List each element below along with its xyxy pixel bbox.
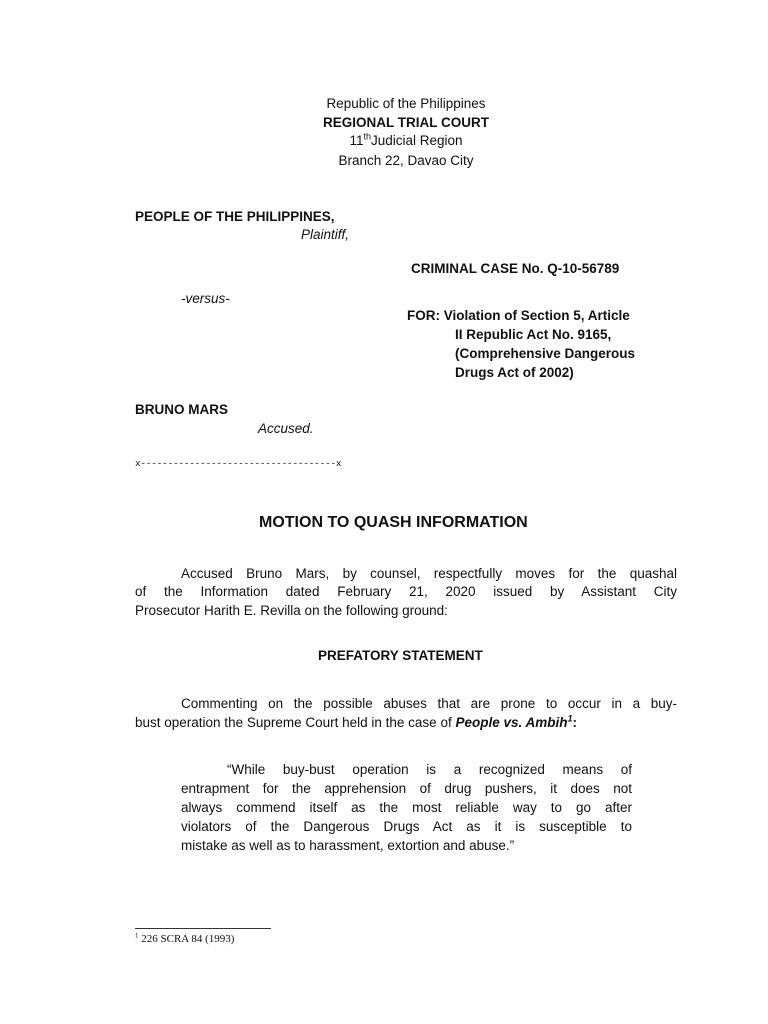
header-region: [0, 133, 768, 148]
document-title: MOTION TO QUASH INFORMATION: [259, 514, 528, 531]
intro-line-1: Accused Bruno Mars, by counsel, respectfully moves for the quashal: [181, 566, 677, 581]
footnote-rule: [135, 928, 271, 929]
charge-line-2: II Republic Act No. 9165,: [455, 327, 612, 342]
footnote-text: 226 SCRA 84 (1993): [138, 933, 235, 945]
footnote: [135, 933, 234, 945]
quote-line-3: always commend itself as the most reliable way to go after: [181, 800, 632, 815]
accused-name: BRUNO MARS: [135, 402, 228, 417]
header-court: REGIONAL TRIAL COURT: [322, 115, 489, 130]
quote-line-1: “While buy-bust operation is a recognized means of: [227, 762, 632, 777]
charge-line-1: FOR: Violation of Section 5, Article: [407, 308, 630, 323]
quote-line-4: violators of the Dangerous Drugs Act as it is susceptible to: [181, 819, 632, 834]
case-citation: People vs. Ambih: [455, 715, 568, 730]
versus-label: -versus-: [181, 291, 230, 306]
prefatory-colon: :: [572, 715, 577, 730]
footnote-reference: 1: [567, 713, 573, 724]
header-region-ordinal: th: [363, 131, 371, 142]
caption-separator: x------------------------------------x: [135, 458, 342, 469]
section-heading: PREFATORY STATEMENT: [318, 648, 483, 663]
quote-line-2: entrapment for the apprehension of drug pushers, it does not: [181, 781, 632, 796]
intro-line-3: Prosecutor Harith E. Revilla on the following ground:: [135, 603, 448, 618]
prefatory-line-1: Commenting on the possible abuses that are prone to occur in a buy-: [181, 696, 677, 711]
header-branch: Branch 22, Davao City: [338, 153, 474, 168]
header-region-number: 11: [349, 133, 364, 148]
charge-line-3: (Comprehensive Dangerous: [455, 346, 636, 361]
prefatory-line-2-text: bust operation the Supreme Court held in the case of: [135, 715, 456, 730]
plaintiff-name: PEOPLE OF THE PHILIPPINES,: [135, 209, 335, 224]
prefatory-line-2: [135, 713, 577, 732]
accused-role: Accused.: [258, 421, 314, 436]
header-republic: Republic of the Philippines: [326, 96, 486, 111]
intro-line-2: of the Information dated February 21, 2020 issued by Assistant City: [135, 584, 677, 599]
charge-line-4: Drugs Act of 2002): [455, 365, 574, 380]
plaintiff-role: Plaintiff,: [301, 227, 350, 242]
footnote-mark: 1: [135, 931, 139, 940]
case-number: CRIMINAL CASE No. Q-10-56789: [411, 261, 620, 276]
header-region-text: Judicial Region: [370, 133, 463, 148]
quote-line-5: mistake as well as to harassment, extortion and abuse.”: [181, 838, 515, 853]
